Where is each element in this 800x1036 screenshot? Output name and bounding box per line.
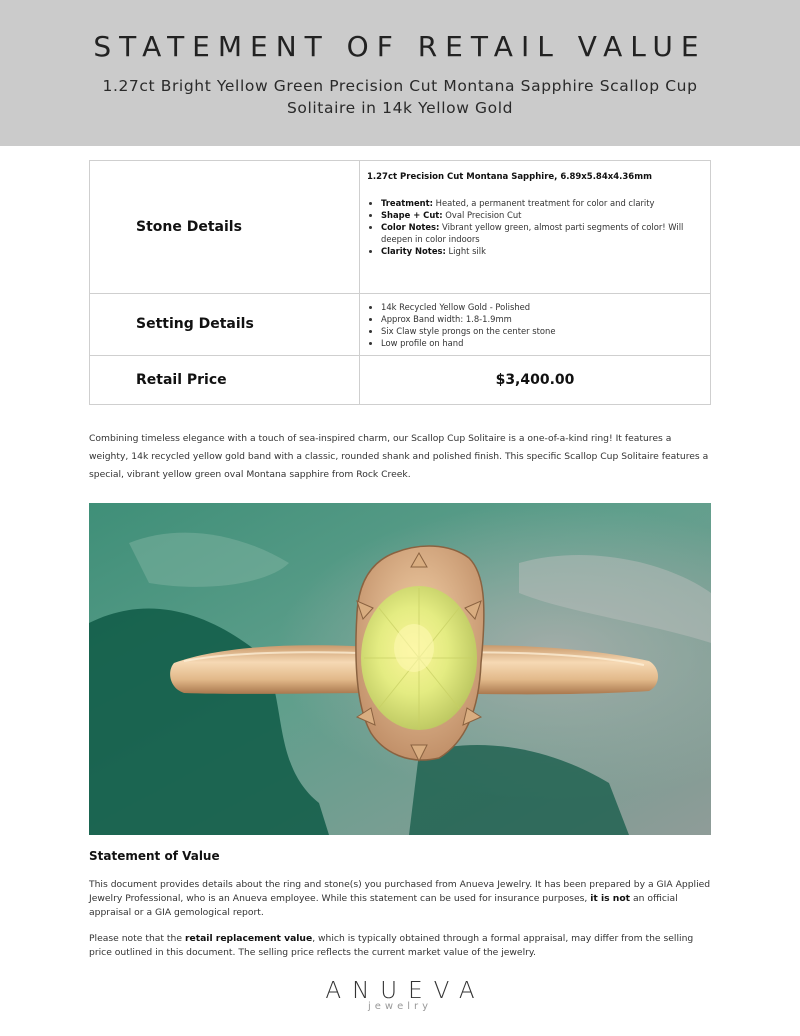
detail-value: Heated, a permanent treatment for color and clarity	[432, 198, 655, 208]
list-item	[381, 221, 711, 245]
retail-price-row	[90, 355, 710, 404]
paragraph-text: an official appraisal or a GIA gemological report.	[89, 893, 678, 918]
list-item: • Six Claw style prongs on the center stone	[381, 325, 711, 337]
product-description: Combining timeless elegance with a touch of sea-inspired charm, our Scallop Cup Solitaire is a one-of-a-kind ring! It features a weighty, 14k recycled yellow gold band with a classic, rounded shank and polished finish. This specific Scallop Cup Solitaire features a special, vibrant yellow green oval Montana sapphire from Rock Creek.	[89, 433, 709, 480]
anueva-logo	[300, 978, 500, 1012]
specs-table	[89, 160, 711, 405]
retail-price-label: Retail Price	[136, 371, 227, 388]
logo-brand: ANUEVA	[325, 978, 486, 1004]
retail-price-label-cell	[90, 355, 360, 404]
logo-tagline: jewelry	[367, 1001, 433, 1012]
paragraph-text: This document provides details about the ring and stone(s) you purchased from Anueva Jewelry. It has been prepared by a GIA Applied Jewelry Professional, who is an Anueva employee. While this statement can be used for insurance purposes,	[89, 879, 711, 904]
setting-details-label: Setting Details	[136, 316, 254, 332]
list-item: • 14k Recycled Yellow Gold - Polished	[381, 301, 711, 313]
list-item: • Approx Band width: 1.8-1.9mm	[381, 313, 711, 325]
stone-details-label-cell	[90, 161, 360, 293]
paragraph-emphasis: retail replacement value	[184, 933, 313, 944]
stone-details-label: Stone Details	[136, 219, 242, 235]
paragraph-text: Please note that the	[89, 933, 185, 944]
page-title: STATEMENT OF RETAIL VALUE	[93, 30, 707, 63]
detail-value: Oval Precision Cut	[442, 210, 522, 220]
list-item: • Low profile on hand	[381, 337, 711, 349]
setting-details-list	[367, 301, 711, 349]
header-banner	[0, 0, 800, 146]
setting-details-value-cell	[360, 293, 710, 355]
retail-price-value-cell	[360, 355, 710, 404]
paragraph-text: , which is typically obtained through a formal appraisal, may differ from the selling price outlined in this document. The selling price reflects the current market value of the jewelry.	[89, 933, 694, 958]
list-item	[381, 197, 711, 209]
statement-paragraph-1	[89, 878, 713, 920]
setting-details-row	[90, 293, 710, 356]
stone-details-value-cell	[360, 161, 710, 293]
page-subtitle: 1.27ct Bright Yellow Green Precision Cut Montana Sapphire Scallop Cup Solitaire in 14k Yellow Gold	[102, 77, 698, 117]
detail-key: Clarity Notes:	[381, 246, 446, 256]
stone-details-row	[90, 161, 710, 294]
list-item	[381, 209, 711, 221]
detail-key: Color Notes:	[381, 222, 440, 232]
detail-value: Light silk	[445, 246, 486, 256]
ring-photo-illustration	[89, 503, 711, 835]
setting-details-label-cell	[90, 293, 360, 355]
retail-price-value: $3,400.00	[495, 371, 575, 388]
stone-title: 1.27ct Precision Cut Montana Sapphire, 6.89x5.84x4.36mm	[367, 172, 652, 182]
detail-value: Vibrant yellow green, almost parti segments of color! Will deepen in color indoors	[381, 222, 684, 244]
statement-paragraph-2	[89, 932, 713, 960]
stone-details-list	[367, 197, 711, 257]
paragraph-emphasis: it is not	[590, 893, 631, 904]
detail-key: Treatment:	[381, 198, 433, 208]
ring-photo	[89, 503, 711, 835]
statement-of-value-title: Statement of Value	[89, 849, 220, 863]
detail-key: Shape + Cut:	[381, 210, 443, 220]
list-item	[381, 245, 711, 257]
